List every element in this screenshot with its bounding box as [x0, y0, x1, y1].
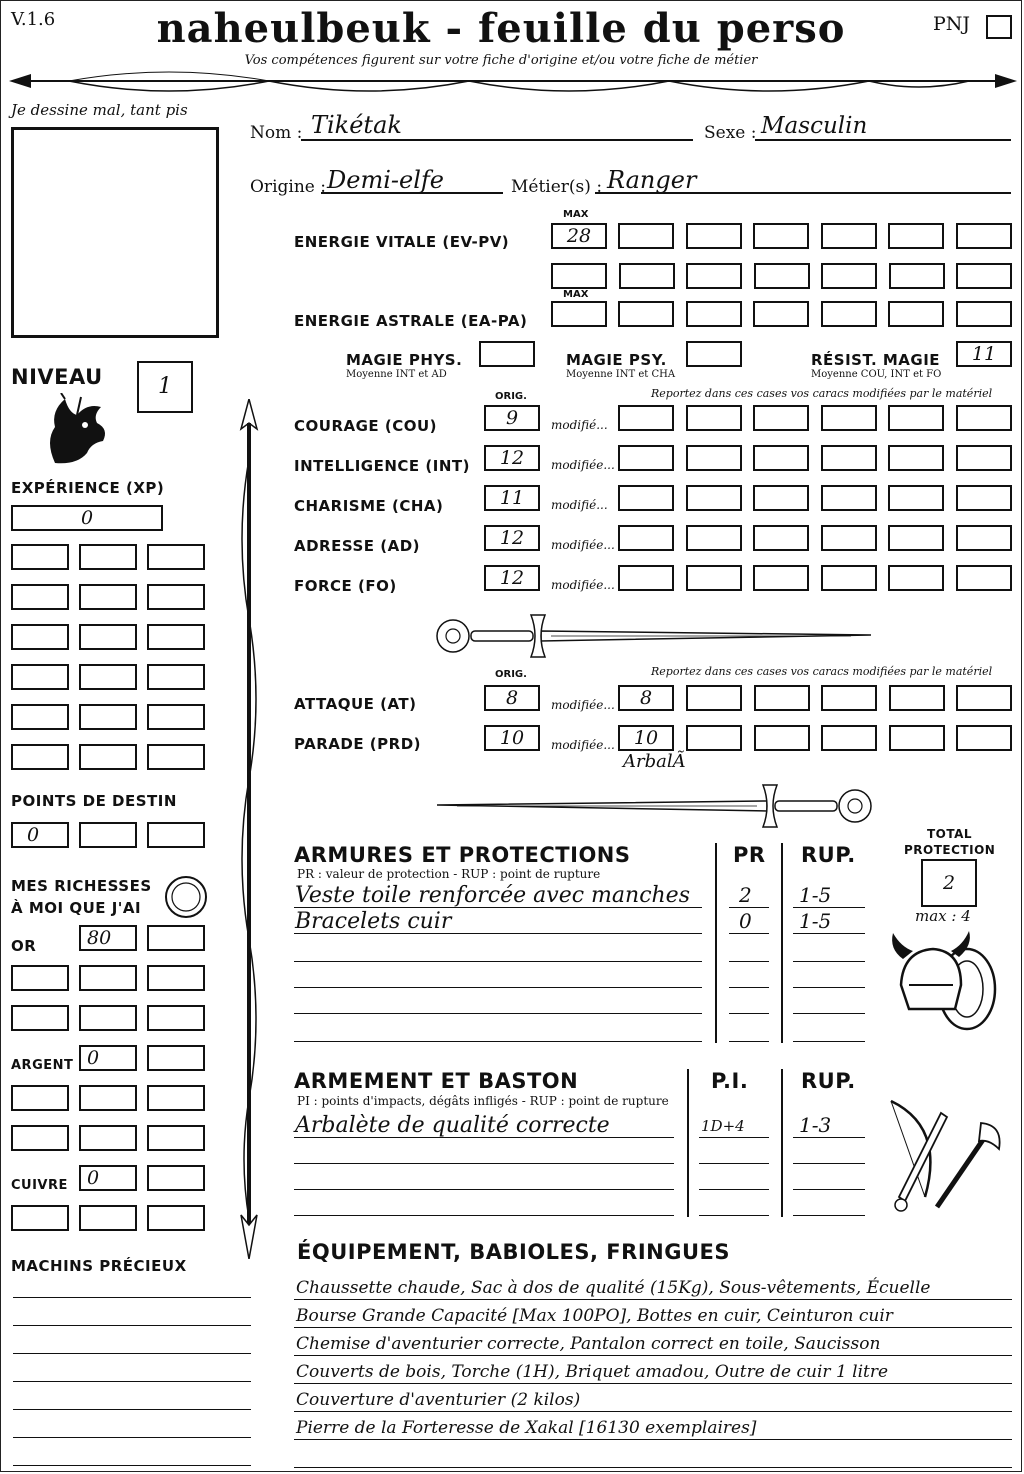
xp-box[interactable]: [79, 584, 137, 610]
armure-rup-line[interactable]: [793, 1041, 865, 1042]
weapons-icon: [885, 1097, 1007, 1219]
equipement-title: ÉQUIPEMENT, BABIOLES, FRINGUES: [297, 1240, 730, 1264]
destin-box-2[interactable]: [79, 822, 137, 848]
total-label-2: PROTECTION: [904, 843, 996, 857]
ev-extra-box[interactable]: [551, 263, 607, 289]
origine-value[interactable]: Demi-elfe: [327, 166, 444, 194]
magie-phys-box[interactable]: [479, 341, 535, 367]
magie-phys-note: Moyenne INT et AD: [346, 369, 447, 380]
carac-modified-box[interactable]: [956, 445, 1012, 471]
carac-modified-box[interactable]: [686, 445, 742, 471]
armures-title: ARMURES ET PROTECTIONS: [294, 843, 631, 867]
ea-box[interactable]: [753, 301, 809, 327]
prd-label: PARADE (PRD): [294, 735, 422, 753]
equip-text[interactable]: Couverts de bois, Torche (1H), Briquet amadou, Outre de cuir 1 litre: [296, 1362, 889, 1382]
arme-name[interactable]: Arbalète de qualité correcte: [295, 1113, 610, 1138]
caracs-orig-label: ORIG.: [495, 391, 527, 402]
money-box[interactable]: [147, 1125, 205, 1151]
equip-text[interactable]: Pierre de la Forteresse de Xakal [16130 exemplaires]: [296, 1418, 757, 1438]
carac-modified-box[interactable]: [753, 565, 809, 591]
carac-modified-box[interactable]: [618, 405, 674, 431]
xp-box[interactable]: [11, 584, 69, 610]
arme-rup-line[interactable]: [793, 1137, 865, 1138]
carac-label: ADRESSE (AD): [294, 537, 421, 555]
metier-value[interactable]: Ranger: [607, 166, 697, 194]
arme-pi-line[interactable]: [699, 1163, 769, 1164]
armure-name[interactable]: Veste toile renforcée avec manches: [295, 883, 690, 908]
carac-modified-box[interactable]: [821, 525, 877, 551]
niveau-label: NIVEAU: [11, 365, 103, 389]
armure-pr-line[interactable]: [729, 933, 769, 934]
equip-line[interactable]: [294, 1411, 1012, 1412]
machins-line[interactable]: [13, 1381, 251, 1382]
nom-value[interactable]: Tikétak: [311, 111, 402, 139]
xp-box[interactable]: [147, 584, 205, 610]
ev-extra-box[interactable]: [619, 263, 675, 289]
carac-orig-box[interactable]: [484, 525, 540, 551]
equip-text[interactable]: Bourse Grande Capacité [Max 100PO], Bottes en cuir, Ceinturon cuir: [296, 1306, 893, 1326]
money-box[interactable]: [147, 965, 205, 991]
money-box[interactable]: [79, 965, 137, 991]
xp-box[interactable]: [79, 744, 137, 770]
carac-modified-box[interactable]: [821, 485, 877, 511]
armure-rup[interactable]: 1-5: [799, 909, 832, 933]
money-box[interactable]: [79, 1125, 137, 1151]
or-value: 80: [87, 927, 112, 949]
carac-modified-box[interactable]: [618, 485, 674, 511]
carac-modified-box[interactable]: [753, 445, 809, 471]
carac-label: INTELLIGENCE (INT): [294, 457, 470, 475]
at-modified-value: 8: [639, 687, 653, 709]
ea-box[interactable]: [686, 301, 742, 327]
armure-line[interactable]: [294, 961, 702, 962]
at-modif-label: modifiée...: [551, 698, 615, 712]
at-modified-box[interactable]: [618, 685, 674, 711]
prd-extra-box[interactable]: [889, 725, 945, 751]
machins-line[interactable]: [13, 1353, 251, 1354]
carac-orig-value: 12: [499, 527, 525, 549]
version-label: V.1.6: [11, 9, 56, 30]
machins-line[interactable]: [13, 1297, 251, 1298]
arme-pi-line[interactable]: [699, 1215, 769, 1216]
xp-box[interactable]: [11, 744, 69, 770]
resist-magie-value: 11: [971, 343, 997, 365]
carac-orig-value: 9: [505, 407, 519, 429]
carac-modif-label: modifié...: [551, 418, 608, 432]
arme-rup-line[interactable]: [793, 1189, 865, 1190]
money-box[interactable]: [11, 965, 69, 991]
resist-magie-note: Moyenne COU, INT et FO: [811, 369, 942, 380]
carac-modified-box[interactable]: [753, 405, 809, 431]
carac-modified-box[interactable]: [888, 445, 944, 471]
sword-icon: [431, 611, 877, 661]
magie-psy-label: MAGIE PSY.: [566, 351, 667, 369]
xp-box[interactable]: [11, 544, 69, 570]
arme-line[interactable]: [294, 1189, 674, 1190]
money-box[interactable]: [147, 1045, 205, 1071]
cuivre-value: 0: [87, 1167, 100, 1189]
carac-orig-box[interactable]: [484, 405, 540, 431]
money-box[interactable]: [147, 1085, 205, 1111]
ev-label: ENERGIE VITALE (EV-PV): [294, 233, 510, 251]
carac-modified-box[interactable]: [888, 525, 944, 551]
total-max: max : 4: [915, 907, 971, 925]
armure-line[interactable]: [294, 1041, 702, 1042]
xp-box[interactable]: [79, 624, 137, 650]
metier-label: Métier(s) :: [511, 177, 603, 197]
money-box[interactable]: [147, 1165, 205, 1191]
armure-pr-line[interactable]: [729, 961, 769, 962]
armure-name[interactable]: Bracelets cuir: [295, 909, 452, 934]
xp-box[interactable]: [79, 664, 137, 690]
carac-orig-value: 12: [499, 567, 525, 589]
equip-line[interactable]: [294, 1467, 1012, 1468]
armures-pr-label: PR: [733, 843, 766, 867]
argent-label: ARGENT: [11, 1058, 74, 1073]
armure-rup-line[interactable]: [793, 907, 865, 908]
ev-box[interactable]: [686, 223, 742, 249]
money-box[interactable]: [79, 1205, 137, 1231]
xp-value: 0: [80, 507, 94, 529]
at-label: ATTAQUE (AT): [294, 695, 417, 713]
ev-box[interactable]: [888, 223, 944, 249]
at-orig-value: 8: [505, 687, 519, 709]
carac-modified-box[interactable]: [618, 525, 674, 551]
xp-box[interactable]: [11, 704, 69, 730]
carac-modified-box[interactable]: [821, 445, 877, 471]
machins-label: MACHINS PRÉCIEUX: [11, 1257, 187, 1275]
armures-divider-2: [781, 843, 783, 1043]
cuivre-label: CUIVRE: [11, 1178, 68, 1193]
destin-box-3[interactable]: [147, 822, 205, 848]
ev-extra-box[interactable]: [956, 263, 1012, 289]
carac-modified-box[interactable]: [618, 565, 674, 591]
combat-report-note: Reportez dans ces cases vos caracs modifiées par le matériel: [651, 665, 993, 678]
portrait-box[interactable]: [11, 127, 219, 338]
equip-text[interactable]: Chemise d'aventurier correcte, Pantalon correct en toile, Saucisson: [296, 1334, 881, 1354]
money-box[interactable]: [147, 1205, 205, 1231]
carac-orig-box[interactable]: [484, 565, 540, 591]
money-box[interactable]: [147, 925, 205, 951]
carac-modif-label: modifiée...: [551, 578, 615, 592]
equip-text[interactable]: Couverture d'aventurier (2 kilos): [296, 1390, 581, 1410]
prd-orig-value: 10: [499, 727, 525, 749]
equip-line[interactable]: [294, 1299, 1012, 1300]
carac-modified-box[interactable]: [956, 565, 1012, 591]
xp-box[interactable]: [147, 544, 205, 570]
total-protection-value: 2: [942, 872, 956, 894]
machins-line[interactable]: [13, 1325, 251, 1326]
equip-line[interactable]: [294, 1439, 1012, 1440]
arme-pi[interactable]: 1D+4: [701, 1117, 745, 1135]
carac-modified-box[interactable]: [618, 445, 674, 471]
carac-label: CHARISME (CHA): [294, 497, 444, 515]
armure-pr-line[interactable]: [729, 987, 769, 988]
at-orig-box[interactable]: [484, 685, 540, 711]
ea-box[interactable]: [888, 301, 944, 327]
ev-extra-box[interactable]: [821, 263, 877, 289]
armures-divider-1: [715, 843, 717, 1043]
at-extra-box[interactable]: [754, 685, 810, 711]
armures-rup-label: RUP.: [801, 843, 856, 867]
niveau-value: 1: [158, 374, 172, 399]
armure-rup[interactable]: 1-5: [799, 883, 832, 907]
carac-orig-value: 11: [499, 487, 525, 509]
armement-divider-1: [687, 1069, 689, 1217]
armure-line[interactable]: [294, 987, 702, 988]
xp-box[interactable]: [147, 704, 205, 730]
carac-label: FORCE (FO): [294, 577, 397, 595]
armure-line[interactable]: [294, 1013, 702, 1014]
ev-max-box[interactable]: [551, 223, 607, 249]
money-box[interactable]: [11, 1205, 69, 1231]
machins-line[interactable]: [13, 1437, 251, 1438]
armement-title: ARMEMENT ET BASTON: [294, 1069, 579, 1093]
arme-rup[interactable]: 1-3: [799, 1113, 832, 1137]
armure-rup-line[interactable]: [793, 987, 865, 988]
nom-line: [301, 139, 693, 141]
sexe-value[interactable]: Masculin: [761, 113, 868, 139]
ev-extra-box[interactable]: [686, 263, 742, 289]
money-box[interactable]: [79, 1005, 137, 1031]
weapon-note: ArbalÃ: [623, 751, 686, 772]
ev-box[interactable]: [821, 223, 877, 249]
prd-modified-box[interactable]: [618, 725, 674, 751]
armement-divider-2: [781, 1069, 783, 1217]
ev-box[interactable]: [956, 223, 1012, 249]
xp-label: EXPÉRIENCE (XP): [11, 479, 165, 497]
money-box[interactable]: [11, 1085, 69, 1111]
money-box[interactable]: [79, 1085, 137, 1111]
xp-box[interactable]: [79, 704, 137, 730]
arme-rup-line[interactable]: [793, 1163, 865, 1164]
carac-modified-box[interactable]: [821, 565, 877, 591]
xp-box[interactable]: [147, 744, 205, 770]
prd-extra-box[interactable]: [686, 725, 742, 751]
sexe-line: [755, 139, 1011, 141]
machins-line[interactable]: [13, 1465, 251, 1466]
carac-orig-value: 12: [499, 447, 525, 469]
armement-note: PI : points d'impacts, dégâts infligés - RUP : point de rupture: [297, 1094, 669, 1108]
ev-max-value: 28: [566, 225, 592, 247]
money-box[interactable]: [147, 1005, 205, 1031]
destin-value: 0: [27, 824, 40, 846]
nom-label: Nom :: [250, 123, 303, 143]
page-title: naheulbeuk - feuille du perso: [156, 5, 846, 52]
carac-modified-box[interactable]: [686, 525, 742, 551]
prd-orig-box[interactable]: [484, 725, 540, 751]
armure-rup-line[interactable]: [793, 1013, 865, 1014]
prd-extra-box[interactable]: [754, 725, 810, 751]
arme-line[interactable]: [294, 1163, 674, 1164]
ea-label: ENERGIE ASTRALE (EA-PA): [294, 312, 528, 330]
pnj-checkbox[interactable]: [986, 15, 1012, 39]
destin-box-1[interactable]: [11, 822, 69, 848]
at-extra-box[interactable]: [821, 685, 877, 711]
armure-pr[interactable]: 0: [739, 909, 752, 933]
equip-line[interactable]: [294, 1383, 1012, 1384]
xp-box[interactable]: [147, 624, 205, 650]
destin-label: POINTS DE DESTIN: [11, 792, 177, 810]
sword-icon-2: [431, 781, 877, 831]
page-subtitle: Vos compétences figurent sur votre fiche d'origine et/ou votre fiche de métier: [244, 53, 758, 68]
helmet-shield-icon: [889, 929, 1001, 1037]
magie-psy-note: Moyenne INT et CHA: [566, 369, 676, 380]
resist-magie-label: RÉSIST. MAGIE: [811, 351, 941, 369]
sexe-label: Sexe :: [704, 123, 757, 143]
xp-box[interactable]: [11, 624, 69, 650]
ea-max-label: MAX: [563, 289, 589, 300]
ev-max-label: MAX: [563, 209, 589, 220]
armement-pi-label: P.I.: [711, 1069, 749, 1093]
prd-modified-value: 10: [633, 727, 659, 749]
at-extra-box[interactable]: [889, 685, 945, 711]
ea-box[interactable]: [618, 301, 674, 327]
ev-box[interactable]: [753, 223, 809, 249]
total-protection-box[interactable]: [921, 859, 977, 907]
carac-modified-box[interactable]: [821, 405, 877, 431]
prd-modif-label: modifiée...: [551, 738, 615, 752]
prd-extra-box[interactable]: [956, 725, 1012, 751]
spear-divider-icon: [9, 67, 1017, 101]
carac-modif-label: modifiée...: [551, 538, 615, 552]
carac-modif-label: modifié...: [551, 498, 608, 512]
carac-modified-box[interactable]: [753, 485, 809, 511]
carac-modif-label: modifiée...: [551, 458, 615, 472]
money-box[interactable]: [11, 1005, 69, 1031]
armement-rup-label: RUP.: [801, 1069, 856, 1093]
caracs-report-note: Reportez dans ces cases vos caracs modifiées par le matériel: [651, 387, 993, 400]
ea-box[interactable]: [821, 301, 877, 327]
or-label: OR: [11, 937, 37, 955]
total-label-1: TOTAL: [927, 827, 973, 841]
machins-line[interactable]: [13, 1409, 251, 1410]
dragon-icon: [41, 393, 111, 465]
arme-pi-line[interactable]: [699, 1189, 769, 1190]
carac-modified-box[interactable]: [956, 525, 1012, 551]
xp-total-box[interactable]: [11, 505, 163, 531]
resist-magie-box[interactable]: [956, 341, 1012, 367]
xp-box[interactable]: [11, 664, 69, 690]
ev-box[interactable]: [618, 223, 674, 249]
origine-label: Origine :: [250, 177, 326, 197]
carac-modified-box[interactable]: [686, 405, 742, 431]
ev-extra-box[interactable]: [754, 263, 810, 289]
cuivre-box[interactable]: [79, 1165, 137, 1191]
carac-modified-box[interactable]: [753, 525, 809, 551]
money-box[interactable]: [11, 1125, 69, 1151]
at-extra-box[interactable]: [686, 685, 742, 711]
carac-modified-box[interactable]: [686, 485, 742, 511]
pnj-label: PNJ: [933, 13, 971, 35]
carac-modified-box[interactable]: [686, 565, 742, 591]
armure-rup-line[interactable]: [793, 961, 865, 962]
niveau-box[interactable]: [137, 361, 193, 413]
armure-rup-line[interactable]: [793, 933, 865, 934]
at-extra-box[interactable]: [956, 685, 1012, 711]
carac-orig-box[interactable]: [484, 485, 540, 511]
carac-modified-box[interactable]: [956, 485, 1012, 511]
portrait-caption: Je dessine mal, tant pis: [11, 101, 188, 119]
argent-box[interactable]: [79, 1045, 137, 1071]
carac-label: COURAGE (COU): [294, 417, 438, 435]
arme-rup-line[interactable]: [793, 1215, 865, 1216]
prd-extra-box[interactable]: [821, 725, 877, 751]
armure-pr-line[interactable]: [729, 1041, 769, 1042]
armure-pr-line[interactable]: [729, 1013, 769, 1014]
armure-pr-line[interactable]: [729, 907, 769, 908]
magie-phys-label: MAGIE PHYS.: [346, 351, 463, 369]
xp-box[interactable]: [79, 544, 137, 570]
magie-psy-box[interactable]: [686, 341, 742, 367]
carac-orig-box[interactable]: [484, 445, 540, 471]
carac-modified-box[interactable]: [888, 485, 944, 511]
carac-modified-box[interactable]: [956, 405, 1012, 431]
combat-orig-label: ORIG.: [495, 669, 527, 680]
xp-box[interactable]: [147, 664, 205, 690]
equip-text[interactable]: Chaussette chaude, Sac à dos de qualité (15Kg), Sous-vêtements, Écuelle: [296, 1278, 931, 1298]
richesses-label-1: MES RICHESSES: [11, 877, 152, 895]
arme-line[interactable]: [294, 1215, 674, 1216]
carac-modified-box[interactable]: [888, 565, 944, 591]
or-box[interactable]: [79, 925, 137, 951]
armures-note: PR : valeur de protection - RUP : point de rupture: [297, 867, 601, 881]
carac-modified-box[interactable]: [888, 405, 944, 431]
argent-value: 0: [87, 1047, 100, 1069]
equip-line[interactable]: [294, 1327, 1012, 1328]
ea-max-box[interactable]: [551, 301, 607, 327]
equip-line[interactable]: [294, 1355, 1012, 1356]
coin-icon: [163, 874, 209, 920]
ea-box[interactable]: [956, 301, 1012, 327]
richesses-label-2: À MOI QUE J'AI: [11, 899, 142, 917]
ev-extra-box[interactable]: [889, 263, 945, 289]
spear-icon: [229, 399, 269, 1259]
arme-pi-line[interactable]: [699, 1137, 769, 1138]
armure-pr[interactable]: 2: [739, 883, 752, 907]
